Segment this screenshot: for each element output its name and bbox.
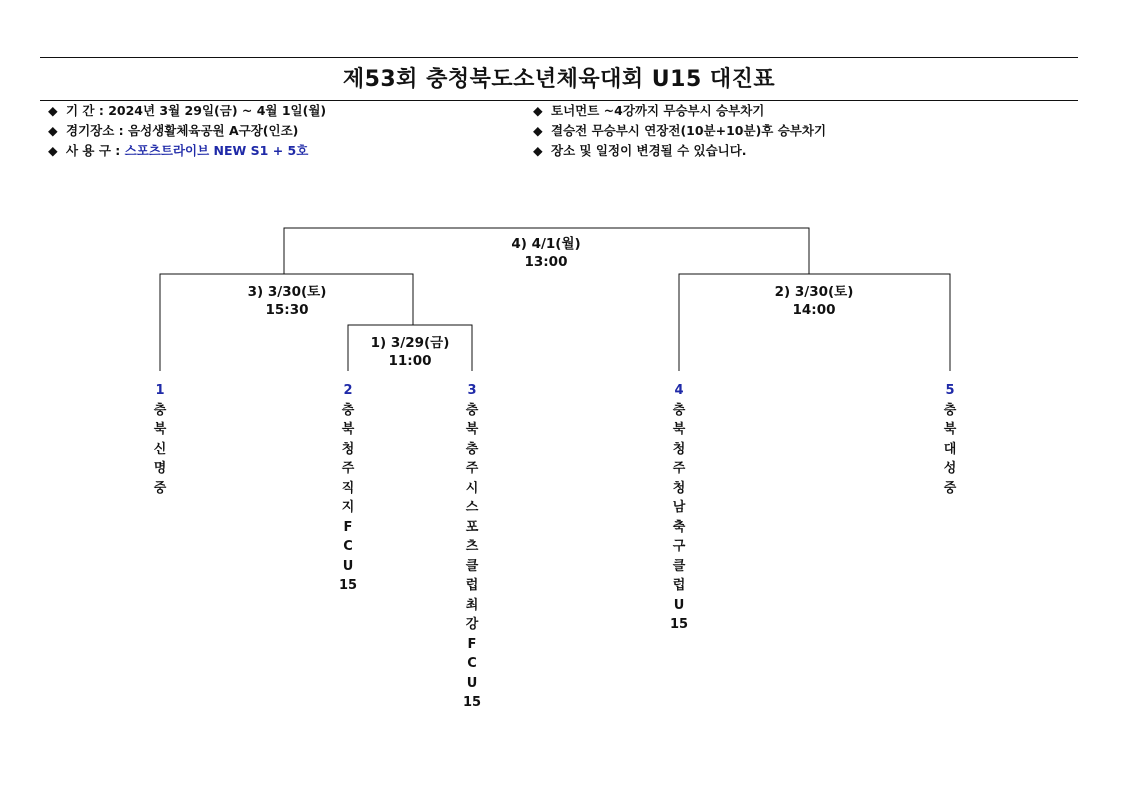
team-name-char: 직 (341, 480, 355, 496)
team-name-char: 15 (669, 617, 689, 632)
team-name-char: 주 (465, 461, 479, 476)
team-name-char: 충 (153, 402, 167, 418)
team-name-char: 15 (462, 695, 482, 710)
team-name-char: 북 (153, 422, 167, 437)
team-name-char: C (467, 656, 477, 671)
match-1-label (371, 334, 450, 370)
team-name-char: 중 (153, 480, 167, 496)
team-name-char: 클 (465, 558, 479, 574)
team-4 (667, 381, 691, 635)
match-2-date: 2) 3/30(토) (774, 284, 854, 300)
team-5 (938, 381, 962, 498)
team-name-char: 지 (341, 500, 355, 515)
team-3 (460, 381, 484, 713)
team-name-char: 성 (943, 461, 957, 476)
team-name-char: 주 (341, 461, 355, 476)
team-name-char: 시 (465, 480, 479, 496)
team-name-char: 청 (672, 480, 686, 496)
team-name-char: 신 (153, 441, 167, 457)
team-name-char: F (467, 636, 477, 652)
team-name-char: 최 (465, 597, 479, 613)
match-1-date: 1) 3/29(금) (370, 335, 450, 351)
team-1 (148, 381, 172, 498)
team-name-char: U (342, 558, 354, 574)
diamond-bullet-icon: ◆ (533, 143, 543, 158)
team-name-char: 포 (465, 519, 479, 535)
diamond-bullet-icon: ◆ (48, 103, 58, 118)
team-name-char: F (343, 519, 353, 535)
match-4-time: 13:00 (524, 254, 568, 270)
team-name-char: 15 (338, 578, 358, 593)
team-name-char: 충 (943, 402, 957, 418)
team-name-char: 명 (153, 461, 167, 476)
rule-final: ◆ 결승전 무승부시 연장전(10분+10분)후 승부차기 (533, 121, 826, 141)
team-name-char: 대 (943, 441, 957, 457)
team-name-char: C (343, 539, 353, 554)
team-seed-number: 5 (945, 383, 955, 398)
team-name-char: 북 (943, 422, 957, 437)
info-ball: ◆ 사 용 구 : 스포츠트라이브 NEW S1 + 5호 (48, 141, 326, 161)
team-2 (336, 381, 360, 596)
diamond-bullet-icon: ◆ (533, 103, 543, 118)
match-3-date: 3) 3/30(토) (247, 284, 327, 300)
info-venue: ◆ 경기장소 : 음성생활체육공원 A구장(인조) (48, 121, 326, 141)
match-1-time: 11:00 (388, 353, 432, 369)
diamond-bullet-icon: ◆ (48, 123, 58, 138)
match-4-label (511, 235, 580, 271)
team-seed-number: 4 (674, 383, 684, 398)
match-4-date: 4) 4/1(월) (511, 236, 581, 252)
team-name-char: 남 (672, 500, 686, 515)
team-name-char: 충 (341, 402, 355, 418)
team-name-char: 축 (672, 519, 686, 535)
diamond-bullet-icon: ◆ (533, 123, 543, 138)
team-seed-number: 1 (155, 383, 165, 398)
team-name-char: 충 (465, 402, 479, 418)
team-seed-number: 3 (467, 383, 477, 398)
match-2-label (775, 283, 854, 319)
team-name-char: 구 (672, 539, 686, 554)
team-name-char: 중 (943, 480, 957, 496)
rule-change-notice: ◆ 장소 및 일정이 변경될 수 있습니다. (533, 141, 826, 161)
team-name-char: 청 (341, 441, 355, 457)
team-name-char: 클 (672, 558, 686, 574)
team-name-char: 럽 (672, 578, 686, 593)
team-name-char: 청 (672, 441, 686, 457)
team-name-char: 스 (465, 500, 479, 515)
diamond-bullet-icon: ◆ (48, 143, 58, 158)
team-name-char: 북 (672, 422, 686, 437)
match-3-time: 15:30 (265, 302, 309, 318)
team-name-char: 츠 (465, 539, 479, 554)
match-2-time: 14:00 (792, 302, 836, 318)
team-name-char: 주 (672, 461, 686, 476)
team-name-char: 럽 (465, 578, 479, 593)
team-name-char: 충 (672, 402, 686, 418)
team-name-char: U (673, 597, 685, 613)
team-name-char: 강 (465, 617, 479, 632)
team-name-char: 북 (341, 422, 355, 437)
team-seed-number: 2 (343, 383, 353, 398)
team-name-char: U (466, 675, 478, 691)
rule-penalty: ◆ 토너먼트 ~4강까지 무승부시 승부차기 (533, 101, 826, 121)
page-title: 제53회 충청북도소년체육대회 U15 대진표 (342, 67, 776, 92)
info-period: ◆ 기 간 : 2024년 3월 29일(금) ~ 4월 1일(월) (48, 101, 326, 121)
team-name-char: 충 (465, 441, 479, 457)
team-name-char: 북 (465, 422, 479, 437)
match-3-label (248, 283, 327, 319)
